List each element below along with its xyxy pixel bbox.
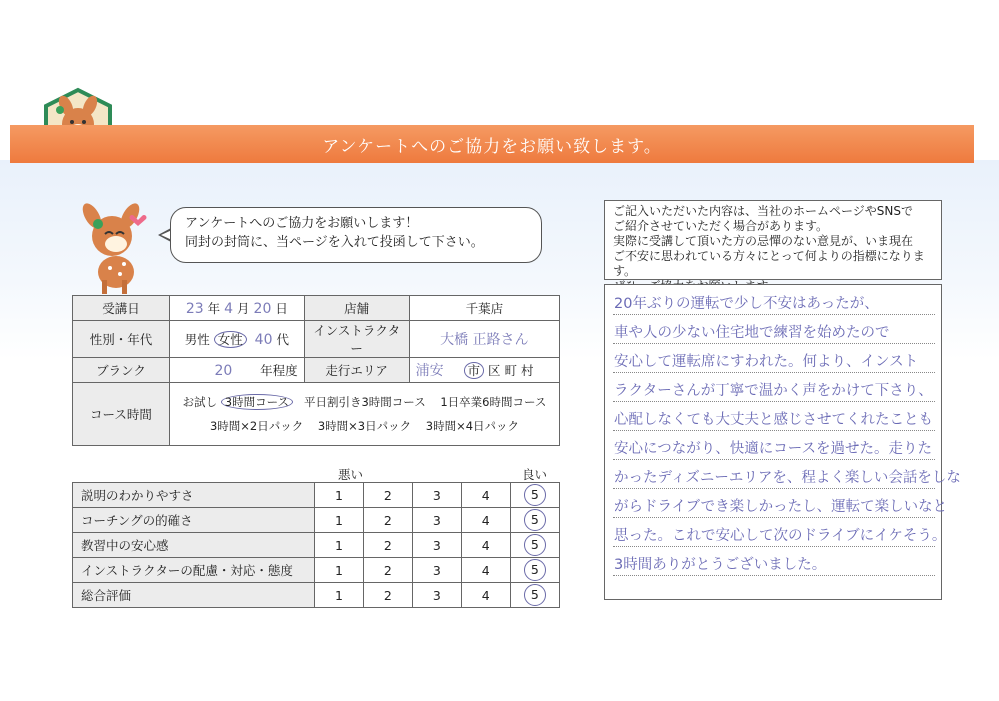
rating-score-cell	[461, 508, 510, 533]
rating-score-cell	[412, 533, 461, 558]
rating-score-cell	[461, 533, 510, 558]
rating-score: 3	[432, 512, 441, 528]
rating-row	[73, 558, 560, 583]
comment-rule-line	[613, 488, 935, 489]
notice-line-4: ご不安に思われている方々にとって何よりの指標になります。	[613, 249, 925, 278]
lesson-info-table	[72, 295, 560, 446]
rating-score-cell	[510, 508, 559, 533]
comment-rule-line	[613, 314, 935, 315]
rating-score-selected: 5	[524, 509, 546, 531]
comment-handwritten-line: 車や人の少ない住宅地で練習を始めたので	[614, 325, 890, 341]
ratings-table	[72, 482, 560, 608]
rating-row	[73, 508, 560, 533]
comment-rule-line	[613, 546, 935, 547]
blank-unit: 年程度	[260, 363, 298, 378]
date-cell	[170, 296, 305, 321]
rating-score: 4	[481, 537, 490, 553]
rating-score: 3	[432, 562, 441, 578]
rating-score-cell	[412, 583, 461, 608]
course-pack-3: 3時間×3日パック	[317, 419, 412, 433]
rating-score: 3	[432, 537, 441, 553]
comment-handwritten-line: 心配しなくても大丈夫と感じさせてくれたことも	[614, 412, 933, 428]
rating-score-cell	[461, 558, 510, 583]
rating-score: 1	[335, 537, 343, 553]
scale-bad-label: 悪い	[338, 467, 364, 482]
rating-score: 4	[481, 562, 490, 578]
rating-row	[73, 583, 560, 608]
rating-score-cell	[363, 483, 412, 508]
course-options-line-2	[176, 414, 553, 438]
rating-score: 3	[432, 487, 441, 503]
info-row-date	[73, 296, 560, 321]
area-unit-town: 町	[504, 363, 518, 378]
rating-score: 1	[335, 587, 343, 603]
rating-score-cell	[461, 483, 510, 508]
area-label: 走行エリア	[304, 358, 409, 383]
comment-handwritten-line: 3時間ありがとうございました。	[614, 557, 827, 573]
age-unit: 代	[276, 332, 289, 347]
info-row-course	[73, 383, 560, 446]
blank-value: 20	[214, 363, 233, 379]
info-row-gender	[73, 321, 560, 358]
rating-score: 4	[481, 512, 490, 528]
area-unit-ward: 区	[488, 363, 501, 378]
comment-handwritten-line: かったディズニーエリアを、程よく楽しい会話をしな	[614, 470, 961, 486]
comment-rule-line	[613, 343, 935, 344]
rating-score-cell	[510, 583, 559, 608]
rating-row	[73, 483, 560, 508]
rating-score-cell	[510, 533, 559, 558]
rating-score-selected: 5	[524, 534, 546, 556]
date-month: 4	[224, 301, 234, 317]
notice-line-2: ご紹介させていただく場合があります。	[613, 219, 829, 233]
course-options-line-1	[176, 390, 553, 414]
date-day: 20	[253, 301, 272, 317]
rating-item-label: インストラクターの配慮・対応・態度	[73, 558, 315, 583]
notice-line-1: ご記入いただいた内容は、当社のホームページやSNSで	[613, 204, 913, 218]
notice-box	[604, 200, 942, 280]
comment-handwritten-line: 安心につながり、快適にコースを過せた。走りた	[614, 441, 932, 457]
course-1day-6h: 1日卒業6時間コース	[440, 395, 547, 409]
rating-score-cell	[412, 558, 461, 583]
rating-score-cell	[315, 583, 364, 608]
rating-score-cell	[510, 483, 559, 508]
rating-score-selected: 5	[524, 584, 546, 606]
course-pack-4: 3時間×4日パック	[425, 419, 520, 433]
gender-male: 男性	[184, 332, 210, 347]
rating-score-cell	[315, 533, 364, 558]
blank-label: ブランク	[73, 358, 170, 383]
rating-score: 4	[481, 587, 490, 603]
course-trial: お試し	[182, 395, 218, 409]
date-label: 受講日	[73, 296, 170, 321]
notice-line-3: 実際に受講して頂いた方の忌憚のない意見が、いま現在	[613, 234, 914, 248]
rating-score-cell	[363, 508, 412, 533]
gender-age-label: 性別・年代	[73, 321, 170, 358]
rating-score: 2	[383, 487, 392, 503]
rating-row	[73, 533, 560, 558]
area-unit-village: 村	[521, 363, 534, 378]
survey-banner	[10, 125, 974, 163]
blank-cell	[170, 358, 305, 383]
age-value: 40	[254, 332, 273, 348]
area-value: 浦安	[415, 363, 444, 379]
bubble-line-2: 同封の封筒に、当ページを入れて投函して下さい。	[185, 235, 484, 250]
course-weekday-3h: 平日割引き3時間コース	[303, 395, 426, 409]
store-value: 千葉店	[409, 296, 559, 321]
comment-rule-line	[613, 517, 935, 518]
course-pack-2: 3時間×2日パック	[209, 419, 304, 433]
rating-score: 1	[335, 562, 343, 578]
rating-score-selected: 5	[524, 559, 546, 581]
rating-score: 2	[383, 587, 392, 603]
store-label: 店舗	[304, 296, 409, 321]
comment-rule-line	[613, 459, 935, 460]
rating-score: 1	[335, 487, 343, 503]
banner-title: アンケートへのご協力をお願い致します。	[322, 136, 662, 157]
comment-rule-line	[613, 372, 935, 373]
rating-score-selected: 5	[524, 484, 546, 506]
speech-bubble	[170, 207, 542, 263]
course-label: コース時間	[73, 383, 170, 446]
area-unit-city-circled: 市	[464, 362, 485, 379]
rating-score-cell	[510, 558, 559, 583]
rating-item-label: 説明のわかりやすさ	[73, 483, 315, 508]
date-year-unit: 年	[207, 301, 221, 316]
rating-score-cell	[363, 558, 412, 583]
rating-score: 1	[335, 512, 343, 528]
info-row-blank	[73, 358, 560, 383]
rating-score-cell	[412, 508, 461, 533]
comment-handwritten-line: 思った。これで安心して次のドライブにイケそう。	[614, 528, 947, 544]
instructor-label: インストラクター	[304, 321, 409, 358]
comment-rule-line	[613, 575, 935, 576]
scale-good-label: 良い	[522, 467, 548, 482]
comment-rule-line	[613, 430, 935, 431]
comment-handwritten-line: がらドライブでき楽しかったし、運転て楽しいなと	[614, 499, 948, 515]
course-options	[170, 383, 560, 446]
rating-score-cell	[315, 483, 364, 508]
rating-score: 3	[432, 587, 441, 603]
rating-score-cell	[315, 558, 364, 583]
rating-score: 2	[383, 537, 392, 553]
rating-score: 2	[383, 562, 392, 578]
date-day-unit: 日	[275, 301, 288, 316]
rating-score: 4	[481, 487, 490, 503]
rating-item-label: 教習中の安心感	[73, 533, 315, 558]
gender-age-cell	[170, 321, 305, 358]
rating-score-cell	[315, 508, 364, 533]
rating-item-label: 総合評価	[73, 583, 315, 608]
rating-item-label: コーチングの的確さ	[73, 508, 315, 533]
comment-rule-line	[613, 401, 935, 402]
rating-score-cell	[461, 583, 510, 608]
deer-mascot-illustration	[72, 202, 152, 294]
course-3h-circled: 3時間コース	[221, 394, 293, 410]
comment-handwritten-line: ラクターさんが丁寧で温かく声をかけて下さり、	[614, 383, 933, 399]
rating-score-cell	[363, 583, 412, 608]
date-year: 23	[185, 301, 204, 317]
rating-score: 2	[383, 512, 392, 528]
area-cell	[409, 358, 559, 383]
rating-score-cell	[412, 483, 461, 508]
bubble-line-1: アンケートへのご協力をお願いします！	[185, 216, 419, 231]
comment-handwritten-line: 20年ぶりの運転で少し不安はあったが、	[614, 296, 879, 312]
instructor-value: 大橋 正路さん	[409, 321, 559, 358]
gender-female-circled: 女性	[214, 331, 247, 348]
date-month-unit: 月	[237, 301, 250, 316]
rating-score-cell	[363, 533, 412, 558]
comment-handwritten-line: 安心して運転席にすわれた。何より、インスト	[614, 354, 919, 370]
